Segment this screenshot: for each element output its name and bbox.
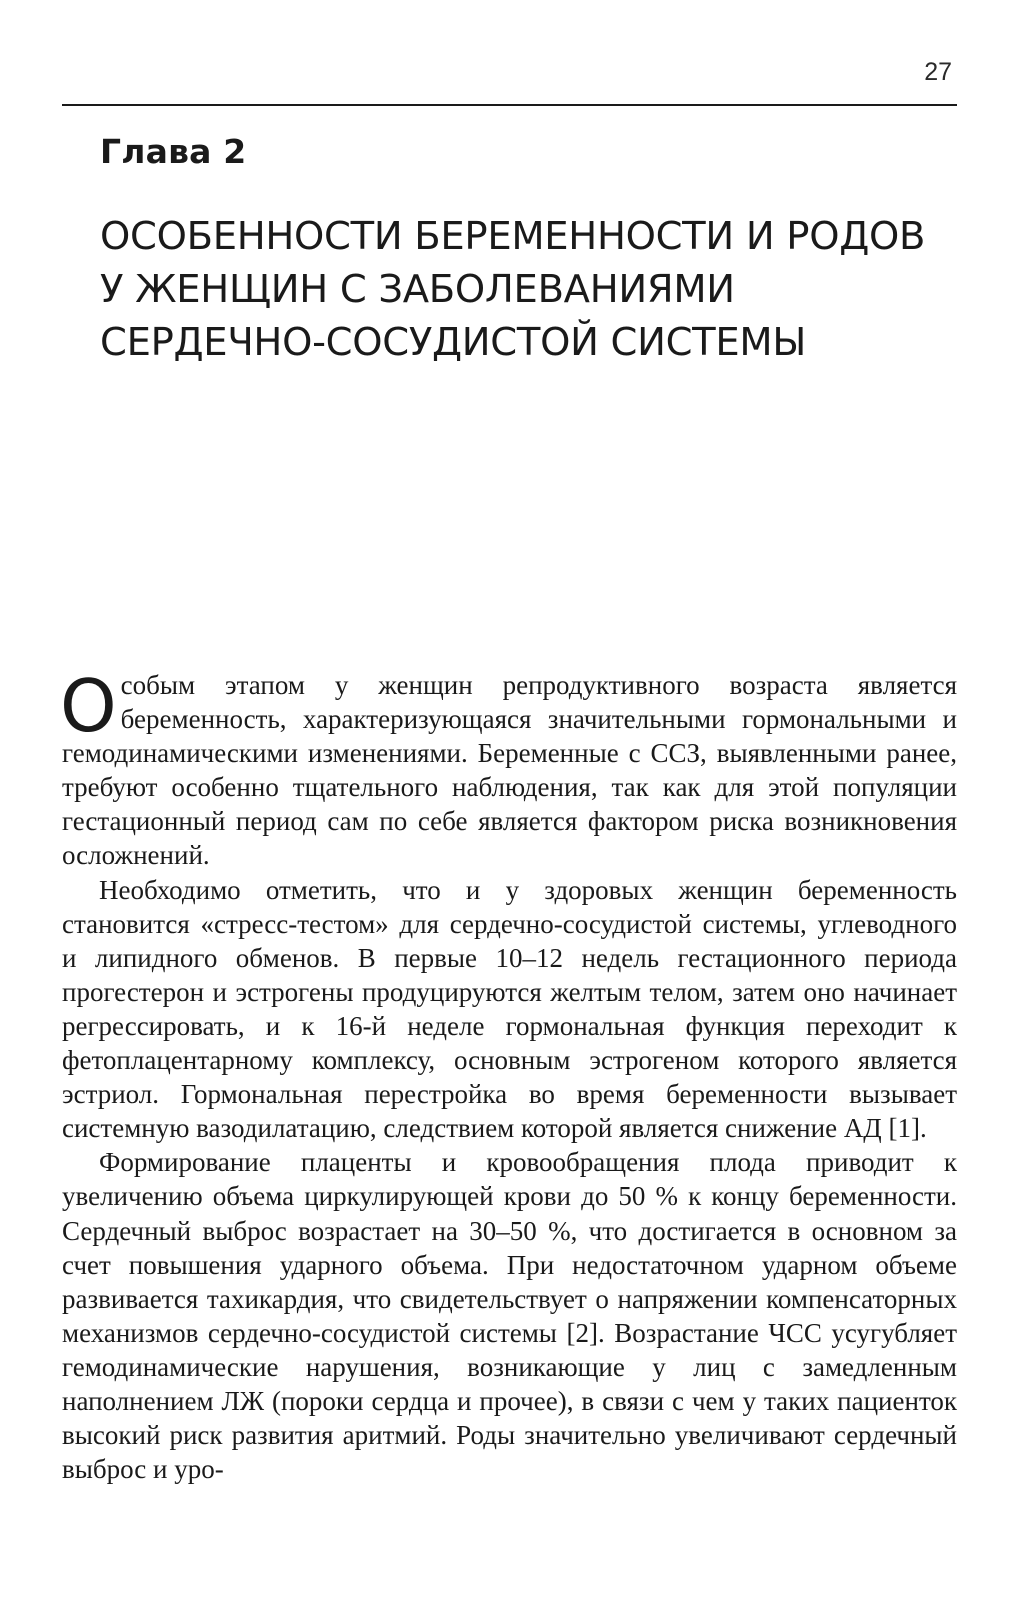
paragraph-3: Формирование плаценты и кровообращения плода приводит к увеличению объема циркулирующей крови до 50 % к концу беременности. Сердечный выброс возрастает на 30–50 %, что достигается в основном за счет повышения ударного объема. При недостаточном ударном объеме развивается тахикардия, что свидетельствует о напряжении компенсаторных механизмов сердечно-сосудистой системы [2]. Возрастание ЧСС усугубляет гемодинамические нарушения, возникающие у лиц с замедленным наполнением ЛЖ (пороки сердца и прочее), в связи с чем у таких пациенток высокий риск развития аритмий. Роды значительно увеличивают сердечный выброс и уро- (62, 1147, 957, 1485)
chapter-title-line: ОСОБЕННОСТИ БЕРЕМЕННОСТИ И РОДОВ (100, 214, 926, 259)
chapter-label: Глава 2 (100, 132, 247, 171)
body-text (60, 664, 957, 1486)
paragraph-2: Необходимо отметить, что и у здоровых женщин беременность становится «стресс-тестом» для сердечно-сосудистой системы, углеводного и липидного обменов. В первые 10–12 недель гестационного периода прогестерон и эстрогены продуцируются желтым телом, затем оно начинает регрессировать, и к 16-й неделе гормональная функция переходит к фетоплацентарному комплексу, основным эстрогеном которого является эстриол. Гормональная перестройка во время беременности вызывает системную вазодилатацию, следствием которой является снижение АД [1]. (62, 874, 957, 1144)
header-rule (62, 104, 957, 106)
page-number: 27 (924, 58, 952, 86)
drop-cap: О (60, 664, 117, 748)
paragraph-1-text: собым этапом у женщин репродуктивного возраста является беременность, характеризующаяся значительными гормональными и гемодинамическими изменениями. Беременные с ССЗ, выявленными ранее, требуют особенно тщательного наблюдения, так как для этой популяции гестационный период сам по себе является фактором риска возникновения осложнений. (62, 670, 957, 871)
chapter-title (100, 210, 960, 369)
chapter-title-line: СЕРДЕЧНО-СОСУДИСТОЙ СИСТЕМЫ (100, 320, 807, 365)
chapter-title-line: У ЖЕНЩИН С ЗАБОЛЕВАНИЯМИ (100, 267, 735, 312)
paragraph-1 (60, 664, 957, 873)
